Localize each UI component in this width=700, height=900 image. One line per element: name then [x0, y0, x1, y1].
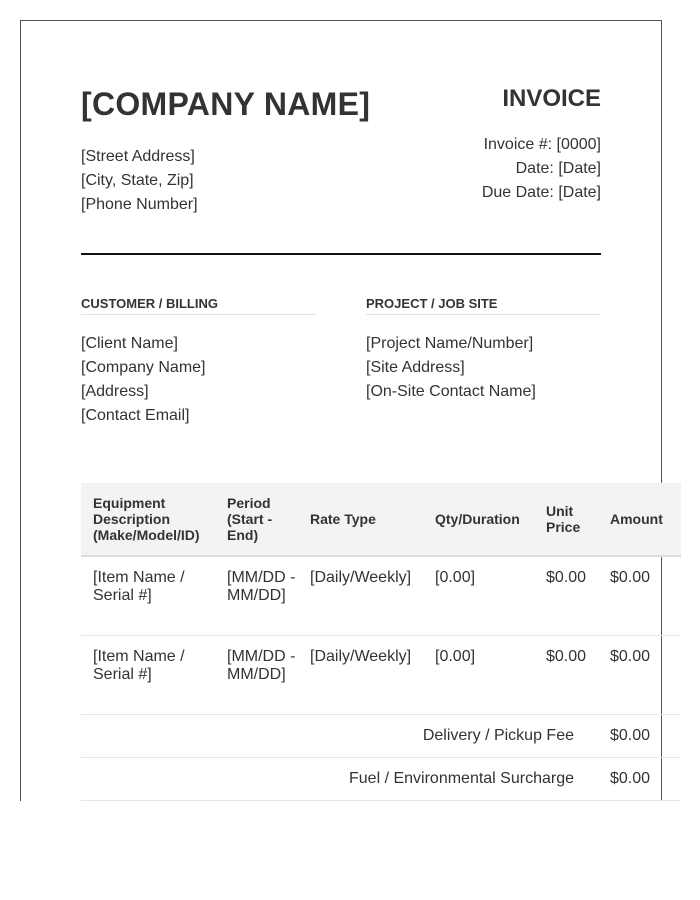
due-date: Due Date: [Date] — [481, 184, 601, 201]
client-email: [Contact Email] — [81, 407, 190, 424]
col-header-qty: Qty/Duration — [435, 511, 520, 527]
city-state-zip: [City, State, Zip] — [81, 172, 194, 189]
table-header — [81, 483, 681, 557]
col-header-description: Equipment Description (Make/Model/ID) — [93, 495, 200, 543]
invoice-number: Invoice #: [0000] — [483, 136, 601, 153]
col-header-amount: Amount — [610, 511, 663, 527]
surcharge-value: $0.00 — [610, 770, 651, 787]
cell-period: [MM/DD - MM/DD] — [227, 648, 296, 683]
summary-row-surcharge — [81, 758, 681, 801]
cell-qty: [0.00] — [435, 569, 476, 586]
items-table — [81, 483, 681, 801]
phone-number: [Phone Number] — [81, 196, 198, 213]
table-row — [81, 557, 681, 636]
col-header-unit-price: Unit Price — [546, 503, 581, 535]
cell-unit-price: $0.00 — [546, 648, 587, 665]
invoice-date: Date: [Date] — [515, 160, 601, 177]
project-name: [Project Name/Number] — [366, 335, 534, 352]
site-contact: [On-Site Contact Name] — [366, 383, 536, 400]
street-address: [Street Address] — [81, 148, 195, 165]
delivery-fee-label: Delivery / Pickup Fee — [422, 727, 574, 744]
client-name: [Client Name] — [81, 335, 178, 352]
header-divider — [81, 253, 601, 255]
site-address: [Site Address] — [366, 359, 465, 376]
cell-amount: $0.00 — [610, 648, 651, 665]
cell-qty: [0.00] — [435, 648, 476, 665]
cell-rate-type: [Daily/Weekly] — [310, 648, 412, 665]
cell-description: [Item Name / Serial #] — [93, 648, 185, 683]
col-header-period: Period (Start - End) — [227, 495, 273, 543]
invoice-title: INVOICE — [502, 85, 601, 112]
delivery-fee-value: $0.00 — [610, 727, 651, 744]
company-name: [COMPANY NAME] — [81, 86, 371, 122]
cell-amount: $0.00 — [610, 569, 651, 586]
invoice-meta — [482, 133, 601, 205]
project-heading: PROJECT / JOB SITE — [366, 296, 601, 315]
col-header-rate-type: Rate Type — [310, 511, 376, 527]
billing-section — [81, 296, 316, 428]
surcharge-label: Fuel / Environmental Surcharge — [349, 770, 574, 787]
billing-heading: CUSTOMER / BILLING — [81, 296, 316, 315]
summary-row-delivery — [81, 715, 681, 758]
cell-unit-price: $0.00 — [546, 569, 587, 586]
client-company: [Company Name] — [81, 359, 206, 376]
cell-period: [MM/DD - MM/DD] — [227, 569, 296, 604]
project-section — [366, 296, 601, 404]
client-address: [Address] — [81, 383, 149, 400]
cell-rate-type: [Daily/Weekly] — [310, 569, 412, 586]
table-row — [81, 636, 681, 715]
company-address — [81, 145, 198, 217]
cell-description: [Item Name / Serial #] — [93, 569, 185, 604]
